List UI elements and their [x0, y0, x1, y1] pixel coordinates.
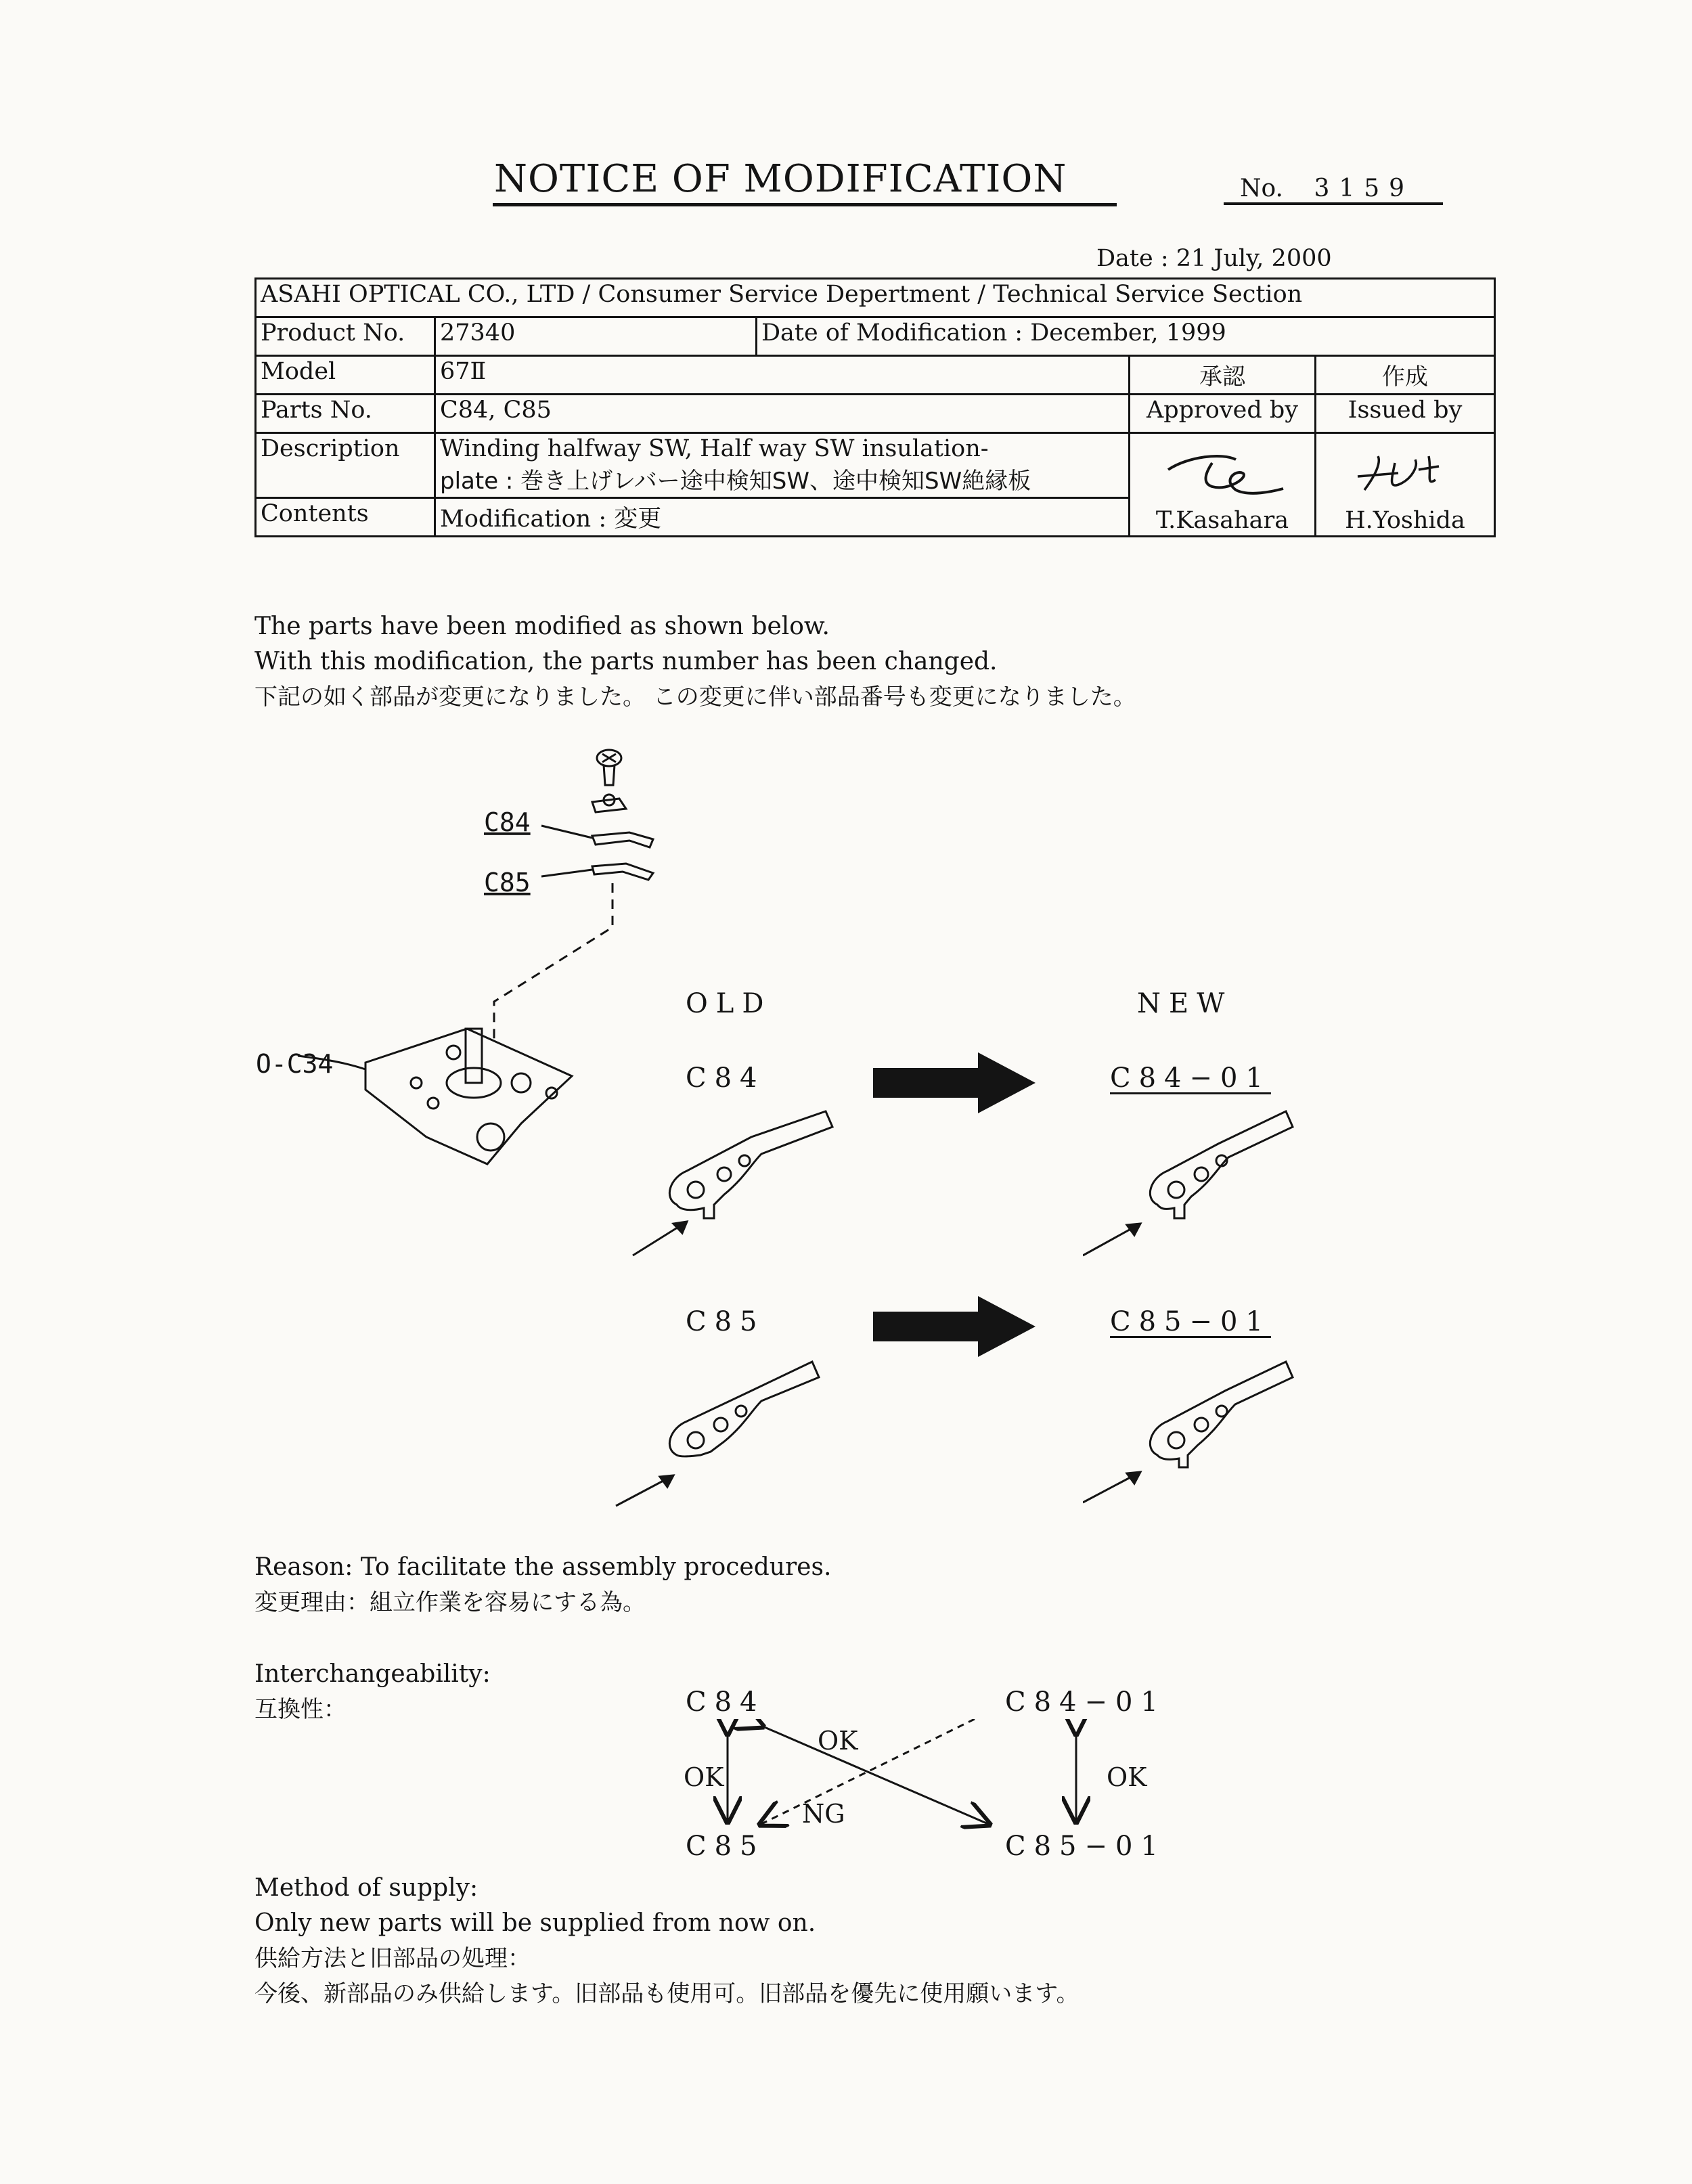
c84-c85-01-arrow [761, 1726, 988, 1824]
intro-line2: With this modification, the parts number has been changed. [254, 648, 998, 675]
product-no-value: 27340 [435, 317, 757, 356]
interchange-heading [254, 1657, 491, 1727]
date-of-modification: Date of Modification : December, 1999 [757, 317, 1495, 356]
intro-block [254, 609, 1136, 715]
arrow-right-icon [870, 1049, 1039, 1117]
description-line2: plate : 巻き上げレバー途中検知SW、途中検知SW絶縁板 [440, 468, 1031, 495]
screw-icon [597, 750, 621, 785]
page-title: NOTICE OF MODIFICATION [494, 157, 1067, 201]
issuer-cell [1316, 433, 1495, 537]
contents-value: Modification : 変更 [435, 498, 1130, 537]
reason-block [254, 1550, 831, 1620]
interchange-diagram [677, 1719, 1164, 1834]
reason-jp: 変更理由：組立作業を容易にする為。 [254, 1589, 646, 1616]
old-heading: OLD [686, 988, 772, 1019]
ng-cross-label: NG [802, 1799, 845, 1829]
description-label: Description [256, 433, 435, 498]
arrow-right-icon [870, 1293, 1039, 1360]
notice-date: Date : 21 July, 2000 [1096, 245, 1332, 272]
description-value [435, 433, 1130, 498]
issuer-signature [1337, 443, 1473, 507]
supply-title-jp: 供給方法と旧部品の処理： [254, 1945, 531, 1972]
notice-number-value: 3159 [1314, 175, 1415, 202]
approved-jp: 承認 [1130, 356, 1316, 395]
old-c85-drawing [609, 1354, 839, 1516]
exploded-diagram [250, 731, 656, 1178]
info-table [254, 277, 1496, 537]
reason-en: Reason: To facilitate the assembly procedures. [254, 1553, 832, 1581]
product-no-label: Product No. [256, 317, 435, 356]
supply-block [254, 1871, 1079, 2011]
oc34-label: O-C34 [256, 1049, 334, 1079]
ic-c85: C85 [686, 1831, 765, 1862]
ok-left-label: OK [684, 1762, 724, 1792]
issuer-name: H.Yoshida [1345, 507, 1465, 534]
ok-right-label: OK [1107, 1762, 1147, 1792]
intro-line3: 下記の如く部品が変更になりました。 この変更に伴い部品番号も変更になりました。 [254, 684, 1136, 711]
issued-by-label: Issued by [1316, 395, 1495, 433]
c84-part [592, 832, 653, 847]
c85-part [592, 864, 653, 880]
supply-line-jp: 今後、新部品のみ供給します。旧部品も使用可。旧部品を優先に使用願います。 [254, 1980, 1079, 2007]
approver-name: T.Kasahara [1155, 507, 1289, 534]
new-heading: NEW [1137, 988, 1233, 1019]
parts-no-value: C84, C85 [435, 395, 1130, 433]
new-c85-label: C85−01 [1110, 1306, 1271, 1337]
c85-leader [541, 870, 592, 876]
supply-title-en: Method of supply: [254, 1874, 478, 1902]
approver-cell [1130, 433, 1316, 537]
company-line: ASAHI OPTICAL CO., LTD / Consumer Service Depertment / Technical Service Section [256, 279, 1495, 317]
ic-c85-01: C85−01 [1005, 1831, 1166, 1862]
supply-line-en: Only new parts will be supplied from now on. [254, 1909, 816, 1937]
intro-line1: The parts have been modified as shown below. [254, 612, 830, 640]
approver-signature [1148, 443, 1297, 507]
c84-leader [541, 826, 592, 838]
parts-no-label: Parts No. [256, 395, 435, 433]
issued-jp: 作成 [1316, 356, 1495, 395]
title-underline [493, 203, 1117, 206]
old-c84-drawing [623, 1103, 853, 1266]
base-plate [365, 1029, 572, 1164]
new-c84-drawing [1083, 1103, 1313, 1266]
model-value: 67Ⅱ [435, 356, 1130, 395]
approved-by-label: Approved by [1130, 395, 1316, 433]
interchange-title-en: Interchangeability: [254, 1660, 491, 1688]
model-label: Model [256, 356, 435, 395]
old-c85-label: C85 [686, 1306, 765, 1337]
interchange-title-jp: 互換性： [254, 1696, 347, 1723]
new-c85-drawing [1083, 1354, 1313, 1516]
c84-label: C84 [484, 807, 531, 837]
old-c84-label: C84 [686, 1063, 765, 1094]
dashed-guide [494, 883, 613, 1042]
ic-c84-01: C84−01 [1005, 1687, 1166, 1718]
c85-label: C85 [484, 868, 531, 897]
contents-label: Contents [256, 498, 435, 537]
ic-c84: C84 [686, 1687, 765, 1718]
description-line1: Winding halfway SW, Half way SW insulation- [440, 435, 989, 462]
ok-cross-label: OK [818, 1726, 858, 1756]
new-c84-label: C84−01 [1110, 1063, 1271, 1094]
notice-number-label: No. [1240, 175, 1283, 202]
notice-number [1224, 175, 1443, 205]
